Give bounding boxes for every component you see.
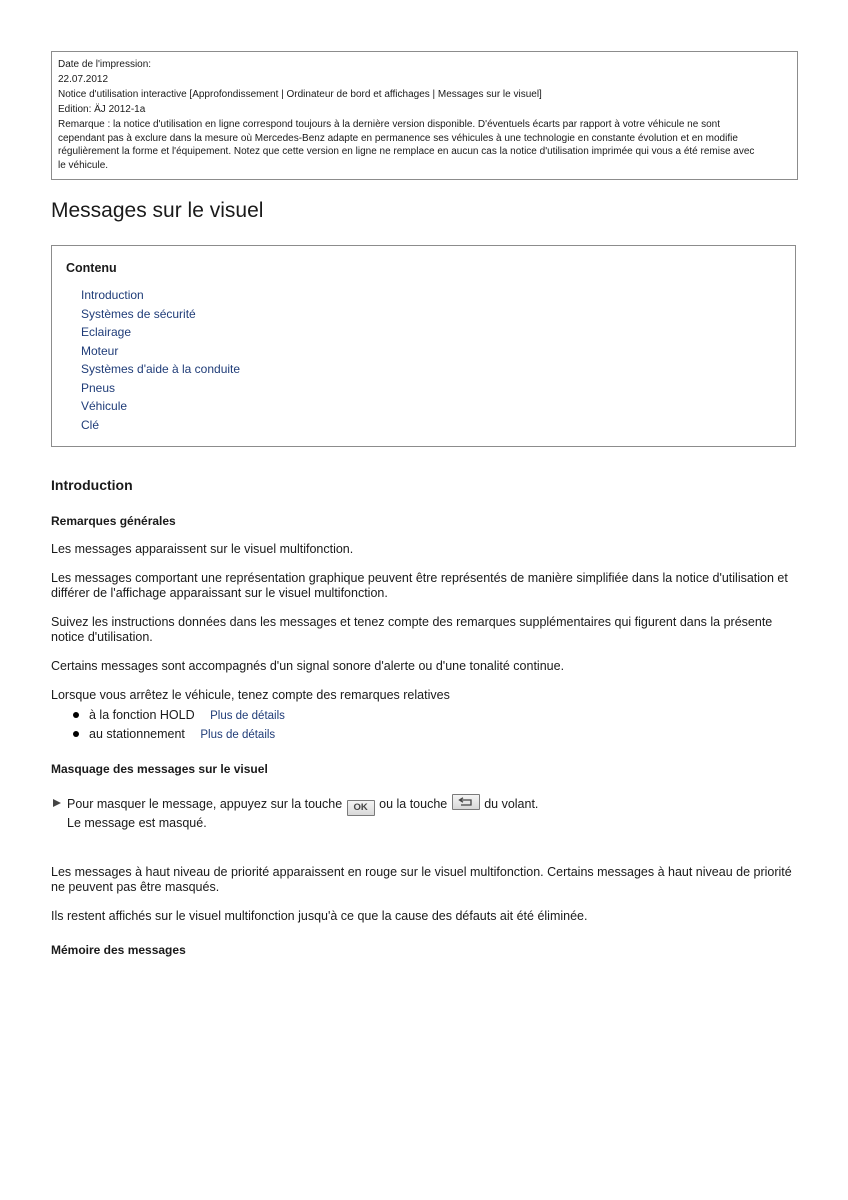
ok-key-icon: OK xyxy=(347,800,375,816)
toc-heading: Contenu xyxy=(66,261,117,275)
details-link[interactable]: Plus de détails xyxy=(200,729,276,741)
print-date-value: 22.07.2012 xyxy=(58,74,109,85)
toc-link-key[interactable]: Clé xyxy=(81,417,100,432)
notice-path: Notice d'utilisation interactive [Approfondissement | Ordinateur de bord et affichages | Messages sur le visuel] xyxy=(58,89,542,100)
bullet-dot-icon xyxy=(73,712,79,718)
back-arrow-icon xyxy=(457,797,475,807)
back-key-icon xyxy=(452,794,480,810)
edition: Edition: ÄJ 2012-1a xyxy=(58,104,146,115)
toc-link-safety-systems[interactable]: Systèmes de sécurité xyxy=(81,306,196,321)
remark-line: Remarque : la notice d'utilisation en ligne correspond toujours à la dernière version disponible. D'éventuels écarts par rapport à votre véhicule ne sont xyxy=(58,119,720,130)
paragraph: Ils restent affichés sur le visuel multifonction jusqu'à ce que la cause des défauts ait été éliminée. xyxy=(51,909,588,923)
toc-item xyxy=(81,397,240,416)
page-title: Messages sur le visuel xyxy=(51,199,264,222)
toc-item xyxy=(81,342,240,361)
step-result: Le message est masqué. xyxy=(67,816,207,830)
bullet-list xyxy=(71,706,285,744)
paragraph: Les messages comportant une représentation graphique peuvent être représentés de manière simplifiée dans la notice d'utilisation et différer de l'affichage apparaissant sur le visuel multifonction. xyxy=(51,571,788,600)
bullet-text: au stationnement xyxy=(89,727,185,741)
toc-item xyxy=(81,305,240,324)
paragraph: Certains messages sont accompagnés d'un signal sonore d'alerte ou d'une tonalité continue. xyxy=(51,659,565,673)
toc-link-lighting[interactable]: Eclairage xyxy=(81,325,132,339)
list-item xyxy=(71,706,285,725)
remark-line: le véhicule. xyxy=(58,159,109,171)
toc-item xyxy=(81,286,240,305)
step-text xyxy=(67,794,538,816)
subheading-message-memory: Mémoire des messages xyxy=(51,943,186,957)
toc-link-tyres[interactable]: Pneus xyxy=(81,380,116,395)
paragraph: Les messages à haut niveau de priorité apparaissent en rouge sur le visuel multifonction. Certains messages à haut niveau de priorité ne peuvent pas être masqués. xyxy=(51,865,792,894)
step-text-part: Pour masquer le message, appuyez sur la touche xyxy=(67,797,343,811)
remark-line: cependant pas à exclure dans la mesure où Mercedes-Benz adapte en permanence ses véhicules à une technologie en constante évolution et en modifie xyxy=(58,132,738,144)
toc-list xyxy=(81,286,240,434)
list-item xyxy=(71,725,285,744)
table-of-contents xyxy=(51,245,796,447)
step-text-part: ou la touche xyxy=(379,797,448,811)
toc-item xyxy=(81,323,240,342)
subheading-general-remarks: Remarques générales xyxy=(51,514,176,528)
paragraph: Les messages apparaissent sur le visuel multifonction. xyxy=(51,542,354,556)
toc-link-driving-assist[interactable]: Systèmes d'aide à la conduite xyxy=(81,362,241,376)
print-info-box xyxy=(51,51,798,180)
details-link[interactable]: Plus de détails xyxy=(210,710,285,722)
subheading-masking: Masquage des messages sur le visuel xyxy=(51,762,268,776)
toc-item xyxy=(81,360,240,379)
triangle-step-icon xyxy=(53,799,61,807)
bullet-text: à la fonction HOLD xyxy=(89,708,195,722)
bullet-dot-icon xyxy=(73,731,79,737)
toc-link-vehicle[interactable]: Véhicule xyxy=(81,399,128,413)
toc-item xyxy=(81,379,240,398)
step-text-part: du volant. xyxy=(484,797,539,811)
print-date-label: Date de l'impression: xyxy=(58,59,152,70)
paragraph: Lorsque vous arrêtez le véhicule, tenez compte des remarques relatives xyxy=(51,688,450,702)
remark-line: régulièrement la forme et l'équipement. Notez que cette version en ligne ne remplace en aucun cas la notice d'utilisation imprimée qui vous a été remise avec xyxy=(58,146,755,157)
toc-link-engine[interactable]: Moteur xyxy=(81,343,119,358)
section-heading-introduction: Introduction xyxy=(51,477,133,493)
toc-item xyxy=(81,416,240,435)
toc-link-introduction[interactable]: Introduction xyxy=(81,288,144,302)
paragraph: Suivez les instructions données dans les messages et tenez compte des remarques supplémentaires qui figurent dans la présente notice d'utilisation. xyxy=(51,615,773,644)
